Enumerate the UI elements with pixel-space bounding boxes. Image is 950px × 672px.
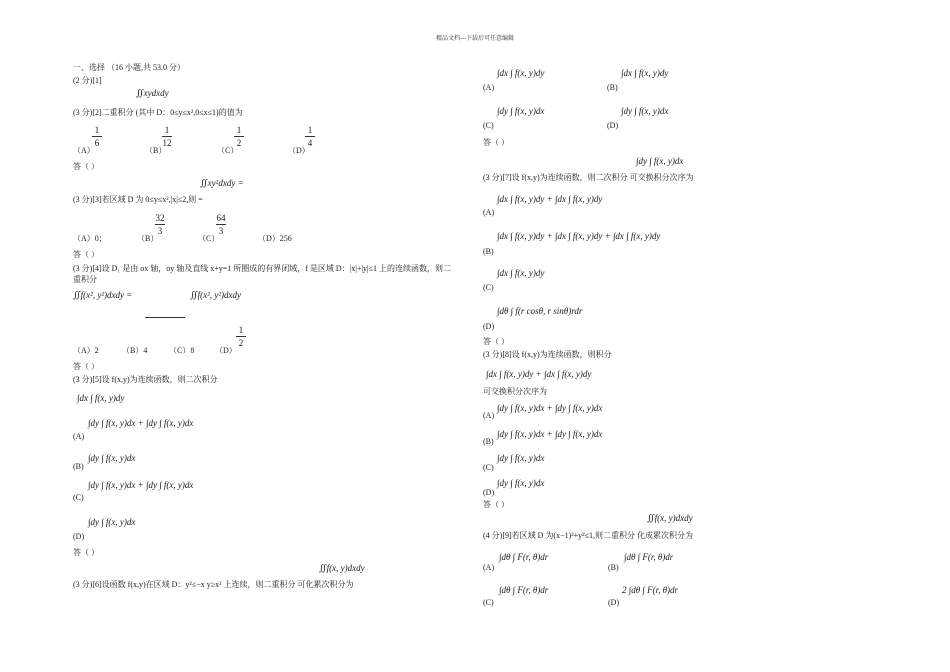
q6-option-d-expr: ∫dy ∫ f(x, y)dx	[621, 106, 669, 116]
q8-option-d-label: (D)	[483, 488, 495, 497]
q7-text: (3 分)[7]设 f(x,y)为连续函数，则二次积分 可交换积分次序为	[483, 173, 694, 182]
q6-option-c-expr: ∫dy ∫ f(x, y)dx	[497, 106, 545, 116]
q6-option-c-label: (C)	[483, 121, 494, 130]
q7-option-c-expr: ∫dx ∫ f(x, y)dy	[497, 268, 545, 278]
q5-option-d-expr: ∫dy ∫ f(x, y)dx	[88, 517, 136, 527]
q8-option-d-expr: ∫dy ∫ f(x, y)dx	[497, 478, 545, 488]
q4-text-cont: 重积分	[73, 275, 97, 284]
q4-expression-left: ∬f(x², y²)dxdy =	[73, 290, 133, 300]
q8-option-b-label: (B)	[483, 437, 494, 446]
q7-expression: ∫dy ∫ f(x, y)dx	[636, 156, 684, 166]
q6-option-b-label: (B)	[607, 83, 618, 92]
q7-answer: 答（ ）	[483, 337, 509, 346]
q2-option-a-fraction: 1 6	[92, 125, 102, 148]
q5-option-b-label: (B)	[73, 462, 84, 471]
q6-option-d-label: (D)	[607, 121, 619, 130]
q9-option-a-label: (A)	[483, 563, 495, 572]
q9-option-d-expr: 2 ∫dθ ∫ F(r, θ)dr	[622, 585, 679, 595]
q3-option-b-label: （B）	[137, 234, 159, 243]
q7-option-a-expr: ∫dx ∫ f(x, y)dy + ∫dx ∫ f(x, y)dy	[497, 194, 603, 204]
q8-text: (3 分)[8]设 f(x,y)为连续函数，则积分	[483, 350, 612, 359]
q8-option-b-expr: ∫dy ∫ f(x, y)dx + ∫dy ∫ f(x, y)dx	[497, 429, 603, 439]
q5-expression: ∫dx ∫ f(x, y)dy	[77, 393, 125, 403]
q7-option-c-label: (C)	[483, 283, 494, 292]
q7-option-b-expr: ∫dx ∫ f(x, y)dy + ∫dx ∫ f(x, y)dy + ∫dx ∫ f(x, y)dy	[497, 231, 661, 241]
q2-option-c-label: （C）	[217, 146, 239, 155]
q2-option-c-fraction: 1 2	[234, 125, 244, 148]
q2-text: (3 分)[2]二重积分 (其中 D：0≤y≤x²,0≤x≤1)的值为	[73, 108, 243, 117]
q3-option-b-fraction: 32 3	[155, 213, 165, 236]
q1-expression: ∬xydxdy	[136, 88, 169, 98]
q4-option-d-label: （D）	[215, 346, 237, 355]
q4-text: (3 分)[4]设 D₁ 是由 ox 轴，oy 轴及直线 x+y=1 所圈成的有界闭域，f 是区域 D：|x|+|y|≤1 上的连续函数，则二	[73, 264, 451, 273]
q5-answer: 答（ ）	[73, 548, 99, 557]
q4-option-d-fraction: 1 2	[236, 325, 246, 348]
q8-option-c-label: (C)	[483, 463, 494, 472]
q4-option-b: （B）4	[122, 346, 148, 355]
q5-option-c-label: (C)	[73, 493, 84, 502]
q2-answer: 答（ ）	[73, 162, 99, 171]
q9-option-c-expr: ∫dθ ∫ F(r, θ)dr	[499, 585, 549, 595]
q2-option-b-fraction: 1 12	[162, 125, 172, 148]
q6-answer: 答（ ）	[483, 138, 509, 147]
q6-option-a-expr: ∫dx ∫ f(x, y)dy	[497, 68, 545, 78]
q1-head: (2 分)[1]	[73, 76, 102, 85]
q6-text: (3 分)[6]设函数 f(x,y)在区域 D：y²≤−x y≥x² 上连续，则二重积分 可化累次积分为	[73, 580, 354, 589]
q8-expression: ∫dx ∫ f(x, y)dy + ∫dx ∫ f(x, y)dy	[486, 369, 592, 379]
q2-option-d-label: （D）	[288, 146, 310, 155]
q5-text: (3 分)[5]设 f(x,y)为连续函数，则二次积分	[73, 375, 218, 384]
q8-option-a-label: (A)	[483, 411, 495, 420]
q5-option-b-expr: ∫dy ∫ f(x, y)dx	[88, 453, 136, 463]
q8-answer: 答（ ）	[483, 500, 509, 509]
q7-option-d-label: (D)	[483, 322, 495, 331]
q3-option-c-fraction: 64 3	[216, 213, 226, 236]
page-header: 精品文档---下载后可任意编辑	[436, 36, 514, 42]
q7-option-b-label: (B)	[483, 247, 494, 256]
q5-option-a-label: (A)	[73, 432, 85, 441]
q6-option-b-expr: ∫dx ∫ f(x, y)dy	[621, 68, 669, 78]
q9-option-d-label: (D)	[608, 598, 620, 607]
q7-option-d-expr: ∫dθ ∫ f(r cosθ, r sinθ)rdr	[497, 306, 583, 316]
q3-option-c-label: （C）	[198, 234, 220, 243]
q4-option-c: （C）8	[169, 346, 195, 355]
q9-expression: ∬f(x, y)dxdy	[647, 513, 693, 523]
q3-option-d: （D）256	[258, 234, 292, 243]
q5-option-d-label: (D)	[73, 532, 85, 541]
q7-option-a-label: (A)	[483, 208, 495, 217]
q4-blank-line	[145, 317, 185, 318]
q9-option-c-label: (C)	[483, 598, 494, 607]
section-heading: 一、选择 （16 小题,共 53.0 分）	[73, 63, 185, 72]
q9-option-b-expr: ∫dθ ∫ F(r, θ)dr	[624, 552, 674, 562]
q3-option-a: （A）0；	[73, 234, 107, 243]
q3-expression: ∬xy²dxdy =	[200, 178, 244, 188]
q5-option-a-expr: ∫dy ∫ f(x, y)dx + ∫dy ∫ f(x, y)dx	[88, 418, 194, 428]
q9-option-b-label: (B)	[608, 563, 619, 572]
q4-answer: 答（ ）	[73, 362, 99, 371]
q8-option-a-expr: ∫dy ∫ f(x, y)dx + ∫dy ∫ f(x, y)dx	[497, 403, 603, 413]
q2-option-d-fraction: 1 4	[305, 125, 315, 148]
q8-option-c-expr: ∫dy ∫ f(x, y)dx	[497, 453, 545, 463]
q2-option-a-label: （A）	[73, 146, 95, 155]
q3-text: (3 分)[3]若区域 D 为 0≤y≤x²,|x|≤2,则 =	[73, 195, 203, 204]
q4-option-a: （A）2	[73, 346, 99, 355]
q5-option-c-expr: ∫dy ∫ f(x, y)dx + ∫dy ∫ f(x, y)dx	[88, 480, 194, 490]
q8-text-cont: 可交换积分次序为	[483, 387, 547, 396]
q2-option-b-label: （B）	[145, 146, 167, 155]
q4-expression-right: ∬f(x², y²)dxdy	[190, 290, 242, 300]
q6-expression: ∬f(x, y)dxdy	[319, 563, 365, 573]
q3-answer: 答（ ）	[73, 250, 99, 259]
q6-option-a-label: (A)	[483, 83, 495, 92]
q9-text: (4 分)[9]若区域 D 为(x−1)²+y²≤1,则二重积分 化成累次积分为	[483, 531, 693, 540]
q9-option-a-expr: ∫dθ ∫ F(r, θ)dr	[499, 552, 549, 562]
